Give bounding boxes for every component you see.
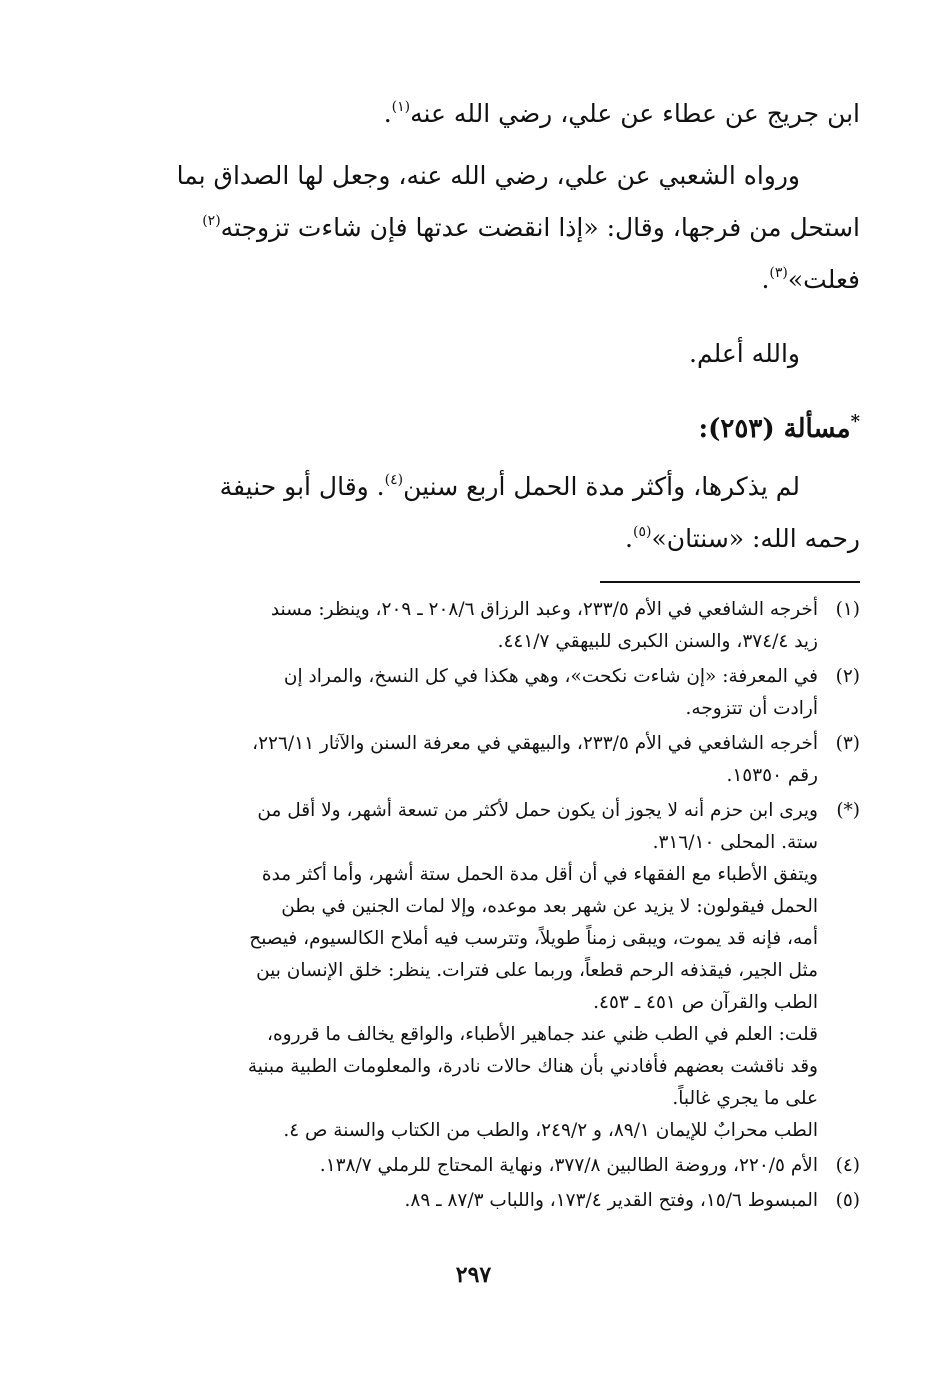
footnote-line: أرادت أن تتزوجه.	[685, 698, 818, 719]
paragraph-4-line-2	[150, 513, 860, 565]
footnote-line: على ما يجري غالباً.	[672, 1088, 818, 1109]
footnote-ref-2: (٢)	[202, 213, 221, 229]
paragraph-1-text: ابن جريج عن عطاء عن علي، رضي الله عنه	[410, 99, 860, 128]
footnote-line: زيد ٣٧٤/٤، والسنن الكبرى للبيهقي ٤٤١/٧.	[497, 631, 818, 652]
footnote-number: (٥)	[835, 1190, 860, 1211]
footnote-number: (٤)	[835, 1155, 860, 1176]
footnote-number: (٢)	[835, 666, 860, 687]
footnote-line: الطب محرابٌ للإيمان ٨٩/١، و ٢٤٩/٢، والطب من الكتاب والسنة ص ٤.	[283, 1120, 818, 1141]
footnote-divider	[600, 581, 860, 583]
footnote-line: مثل الجير، فيقذفه الرحم قطعاً، وربما على فترات. ينظر: خلق الإنسان بين	[256, 960, 818, 981]
footnote-4	[150, 1150, 860, 1182]
footnote-number: (١)	[835, 599, 860, 620]
footnote-number: (*)	[836, 800, 860, 821]
footnote-text	[150, 1185, 818, 1217]
paragraph-2-line-2-text: استحل من فرجها، وقال: «إذا انقضت عدتها فإن شاءت تزوجته	[220, 213, 860, 242]
footnote-ref-3: (٣)	[769, 265, 788, 281]
paragraph-4-end: .	[625, 524, 633, 553]
footnote-line: رقم ١٥٣٥٠.	[726, 765, 818, 786]
footnote-text	[150, 1150, 818, 1182]
paragraph-4-line-1	[150, 461, 860, 513]
footnote-ref-5: (٥)	[632, 524, 652, 540]
footnote-ref-4: (٤)	[384, 472, 404, 488]
page-number: ٢٩٧	[455, 1262, 492, 1288]
footnote-1	[150, 594, 860, 658]
footnote-5	[150, 1185, 860, 1217]
footnote-line: ستة. المحلى ٣١٦/١٠.	[652, 832, 818, 853]
footnote-2	[150, 661, 860, 725]
paragraph-2-line-1: ورواه الشعبي عن علي، رضي الله عنه، وجعل لها الصداق بما	[176, 161, 800, 190]
footnote-text	[150, 728, 818, 792]
footnote-line: أخرجه الشافعي في الأم ٢٣٣/٥، والبيهقي في معرفة السنن والآثار ٢٢٦/١١،	[252, 733, 818, 754]
footnote-number: (٣)	[835, 733, 860, 754]
footnote-line: الأم ٢٢٠/٥، وروضة الطالبين ٣٧٧/٨، ونهاية المحتاج للرملي ١٣٨/٧.	[319, 1155, 818, 1176]
footnote-text	[150, 661, 818, 725]
paragraph-4-line-2-text: رحمه الله: «سنتان»	[651, 524, 860, 553]
paragraph-3: والله أعلم.	[689, 339, 800, 368]
paragraph-1-end: .	[383, 99, 392, 128]
footnote-line: الحمل فيقولون: لا يزيد عن شهر بعد موعده، وإلا لمات الجنين في بطن	[281, 896, 818, 917]
footnote-text	[150, 594, 818, 658]
paragraph-2-line-2	[150, 202, 860, 254]
paragraph-4-line-1-text: لم يذكرها، وأكثر مدة الحمل أربع سنين	[403, 472, 800, 501]
footnote-line: الطب والقرآن ص ٤٥١ ـ ٤٥٣.	[593, 992, 818, 1013]
footnote-ref-1: (١)	[391, 99, 411, 115]
paragraph-2	[150, 150, 860, 306]
heading-text: مسألة (٢٥٣):	[698, 414, 851, 444]
section-heading	[150, 396, 860, 455]
paragraph-2-line-3-text: فعلت»	[787, 265, 860, 294]
footnote-line: أخرجه الشافعي في الأم ٢٣٣/٥، وعبد الرزاق ٢٠٨/٦ ـ ٢٠٩، وينظر: مسند	[270, 599, 818, 620]
heading-star: *	[850, 411, 860, 432]
footnote-line: أمه، فإنه قد يموت، ويبقى زمناً طويلاً، وتترسب فيه أملاح الكالسيوم، فيصبح	[249, 928, 818, 949]
footnotes	[150, 594, 860, 1220]
paragraph-2-end: .	[761, 265, 770, 294]
footnote-line: المبسوط ١٥/٦، وفتح القدير ١٧٣/٤، واللباب ٨٧/٣ ـ ٨٩.	[404, 1190, 818, 1211]
footnote-star	[150, 795, 860, 1147]
paragraph-2-line-3	[150, 254, 860, 306]
paragraph-1	[150, 88, 860, 140]
footnote-line: وقد ناقشت بعضهم فأفادني بأن هناك حالات نادرة، والمعلومات الطبية مبنية	[247, 1056, 818, 1077]
paragraph-4	[150, 461, 860, 565]
footnote-text	[150, 795, 818, 1147]
footnote-line: في المعرفة: «إن شاءت نكحت»، وهي هكذا في كل النسخ، والمراد إن	[283, 666, 818, 687]
footnote-line: قلت: العلم في الطب ظني عند جماهير الأطباء، والواقع يخالف ما قرروه،	[267, 1024, 818, 1045]
paragraph-1-line	[150, 88, 860, 140]
paragraph-4-line-1-end: . وقال أبو حنيفة	[219, 472, 385, 501]
footnote-line: ويرى ابن حزم أنه لا يجوز أن يكون حمل لأكثر من تسعة أشهر، ولا أقل من	[257, 800, 818, 821]
footnote-3	[150, 728, 860, 792]
page-content	[150, 88, 860, 1211]
footnote-line: ويتفق الأطباء مع الفقهاء في أن أقل مدة الحمل ستة أشهر، وأما أكثر مدة	[261, 864, 818, 885]
